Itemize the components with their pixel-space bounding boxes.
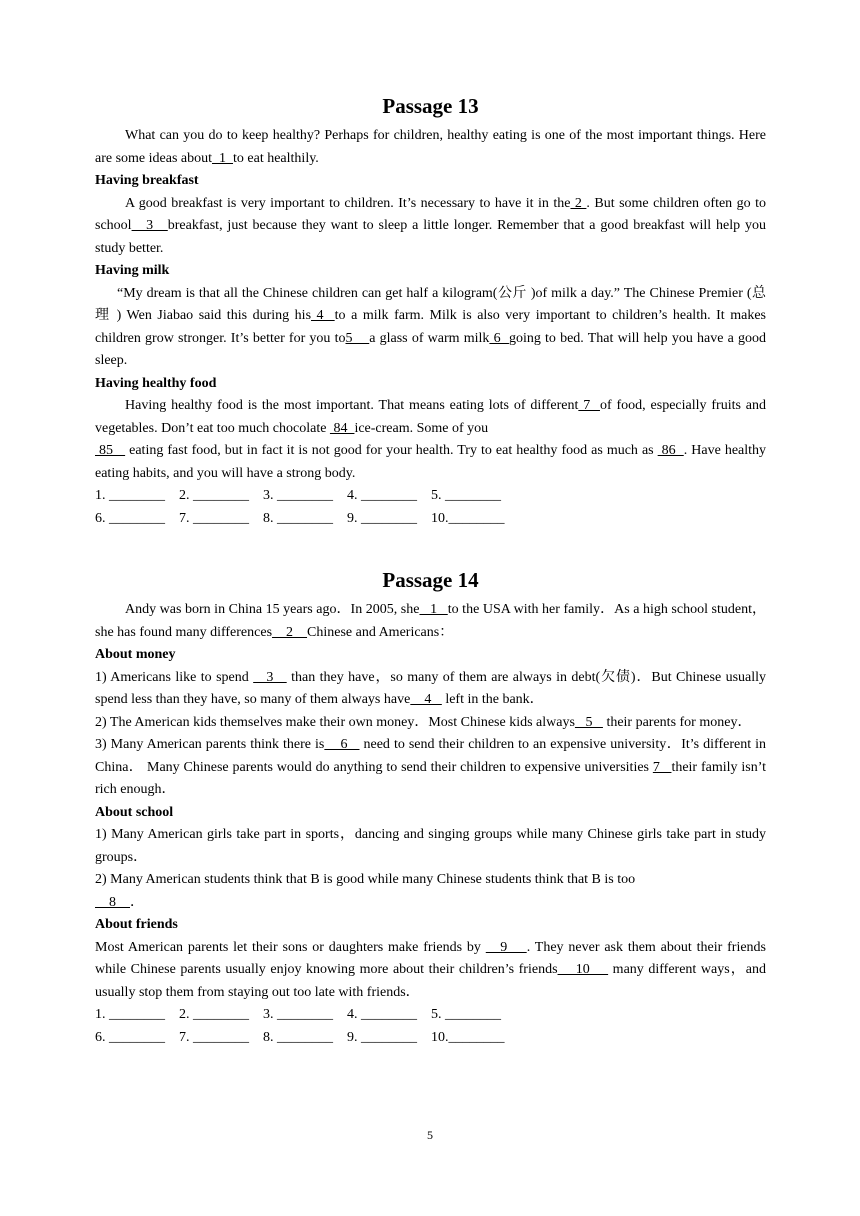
text: Andy was born in China 15 years ago．In 2005, she	[125, 602, 420, 617]
heading-about-money: About money	[95, 647, 176, 662]
passage-14	[95, 565, 766, 1049]
blank-9: 85	[95, 443, 126, 458]
blank-7: 7	[578, 398, 600, 413]
text: than they have，so many of them are always in debt(欠债)．But Chinese usually spend less than they have, so many of them always have	[95, 669, 767, 707]
text: going to bed. That will help you have a good sleep.	[95, 330, 767, 368]
answer-line-1: 1. ________ 2. ________ 3. ________ 4. ________ 5. ________	[95, 1007, 501, 1022]
blank-10: 10	[557, 962, 609, 977]
text: “My dream is that all the Chinese children can get half a kilogram(公斤 )of milk a day.” The Chinese Premier (总理 ) Wen Jiabao said this during his	[95, 285, 766, 323]
blank-3: 3	[131, 218, 168, 233]
text: . But some children often go to school	[95, 195, 767, 233]
heading-about-friends: About friends	[95, 917, 178, 932]
blank-6: 6	[324, 737, 360, 752]
blank-4: 4	[410, 692, 442, 707]
text: Most American parents let their sons or daughters make friends by	[95, 939, 486, 955]
text: Chinese and Americans：	[307, 624, 454, 640]
blank-1: 1	[419, 602, 448, 617]
milk-paragraph	[95, 283, 766, 373]
text: to the USA with her family．As a high school student，she has found many differences	[95, 602, 766, 640]
text: a glass of warm milk	[369, 330, 490, 346]
healthy-food-paragraph-b	[95, 440, 766, 485]
blank-9: 9	[485, 939, 527, 955]
blank-5: 5	[574, 714, 603, 730]
text: need to send their children to an expensive university．It’s different in China． Many Chinese parents would do anything to send their children to expensive universities	[95, 737, 766, 775]
money-item-2	[95, 712, 766, 735]
blank-6: 6	[489, 330, 509, 346]
text: their family isn’t rich enough．	[95, 759, 766, 797]
blank-8: 84	[329, 420, 355, 436]
text: A good breakfast is very important to children. It’s necessary to have it in the	[125, 195, 571, 211]
passage-14-intro	[95, 599, 766, 644]
school-item-2	[95, 869, 766, 892]
blank-3: 3	[253, 669, 287, 685]
text: 3) Many American parents think there is	[95, 737, 325, 752]
text: ice-cream. Some of you	[354, 420, 489, 436]
heading-about-school: About school	[95, 804, 174, 820]
passage-13-intro	[95, 125, 766, 170]
blank-2: 2	[570, 195, 587, 211]
text: their parents for money．	[602, 714, 752, 730]
text: ．	[130, 894, 144, 910]
heading-having-breakfast: Having breakfast	[95, 173, 199, 188]
text: 1) Americans like to spend	[95, 669, 254, 685]
blank-8: 8	[95, 894, 130, 910]
blank-7: 7	[652, 759, 672, 775]
answer-line-1: 1. ________ 2. ________ 3. ________ 4. ________ 5. ________	[95, 488, 501, 503]
answer-line-2: 6. ________ 7. ________ 8. ________ 9. ________ 10.________	[95, 1029, 505, 1045]
blank-2: 2	[272, 624, 308, 640]
text: to a milk farm. Milk is also very important to children’s health. It makes children grow stronger. It’s better for you to	[95, 308, 766, 346]
healthy-food-paragraph-a	[95, 395, 766, 440]
blank-1: 1	[212, 150, 234, 166]
blank-5: 5	[345, 330, 370, 346]
text: Having healthy food is the most important. That means eating lots of different	[125, 398, 579, 413]
page-number: 5	[427, 1128, 433, 1142]
blank-10: 86	[657, 443, 684, 458]
text: of food, especially fruits and vegetables. Don’t eat too much chocolate	[95, 398, 767, 436]
text: to eat healthily.	[233, 150, 319, 166]
text: many different ways，and usually stop them from staying out too late with friends．	[95, 962, 767, 1000]
heading-having-healthy-food: Having healthy food	[95, 375, 217, 391]
text: left in the bank．	[441, 692, 544, 707]
blank-4: 4	[311, 308, 335, 323]
passage-13-title: Passage 13	[382, 94, 479, 118]
money-item-1	[95, 667, 766, 712]
text: What can you do to keep healthy? Perhaps for children, healthy eating is one of the most important things. Here are some ideas about	[95, 128, 766, 166]
text: . Have healthy eating habits, and you will have a strong body.	[95, 443, 767, 481]
school-item-2-cont	[95, 892, 766, 915]
money-item-3	[95, 734, 766, 802]
text: 2) Many American students think that B is good while many Chinese students think that B is too	[95, 872, 636, 887]
text: eating fast food, but in fact it is not good for your health. Try to eat healthy food as much as	[125, 443, 658, 458]
breakfast-paragraph	[95, 193, 766, 261]
friends-paragraph	[95, 937, 766, 1005]
text: . They never ask them about their friends while Chinese parents usually enjoy knowing more about their children’s friends	[95, 939, 766, 977]
school-item-1: 1) Many American girls take part in sports，dancing and singing groups while many Chinese girls take part in study groups．	[95, 827, 766, 865]
answer-line-2: 6. ________ 7. ________ 8. ________ 9. ________ 10.________	[95, 510, 505, 526]
heading-having-milk: Having milk	[95, 263, 170, 278]
passage-14-title: Passage 14	[382, 568, 479, 592]
passage-13	[95, 91, 766, 530]
text: 2) The American kids themselves make their own money．Most Chinese kids always	[95, 714, 575, 730]
text: breakfast, just because they want to sleep a little longer. Remember that a good breakfast will help you study better.	[95, 218, 766, 256]
